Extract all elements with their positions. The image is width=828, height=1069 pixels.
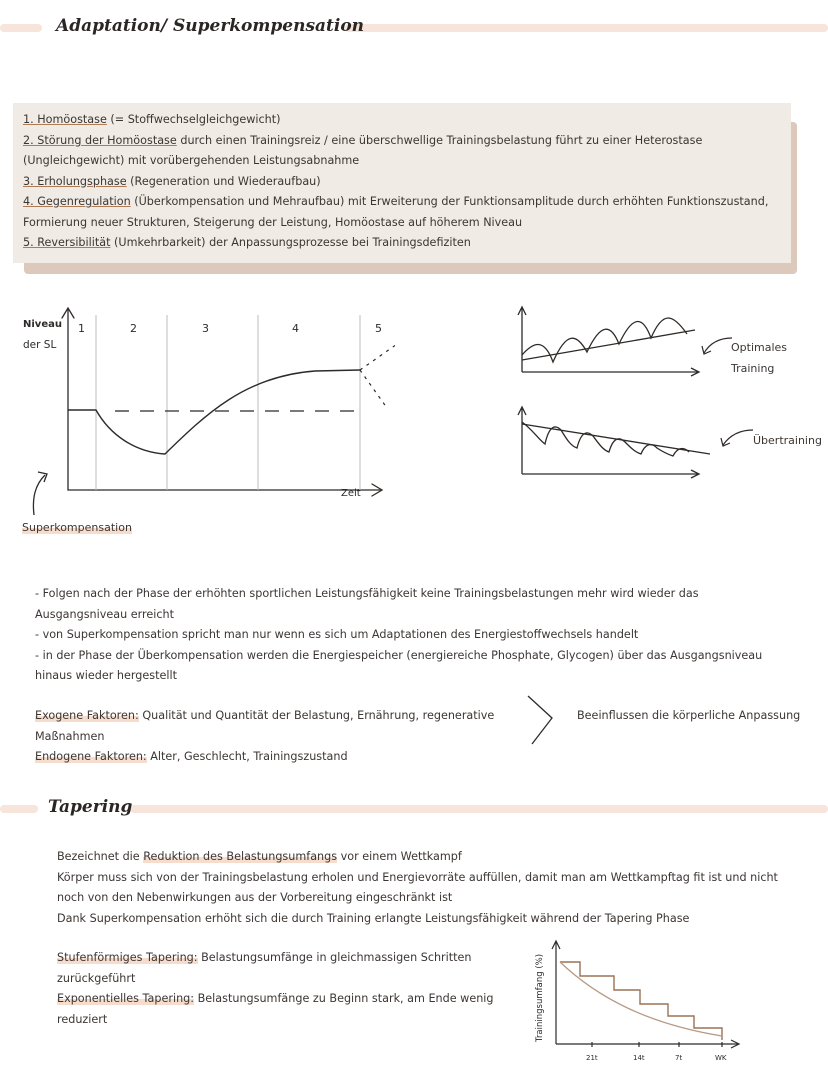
exponential-tapering-curve [560,962,722,1036]
note-2: - von Superkompensation spricht man nur wenn es sich um Adaptationen des Energiestoffwechsels handelt [35,628,639,641]
expo-tapering [57,989,507,1030]
phase-3-text: (Regeneration und Wiederaufbau) [126,174,321,188]
endogen-text: Alter, Geschlecht, Trainingszustand [146,750,348,763]
optimal-trend-line [522,330,695,360]
tapering-chart [528,936,748,1066]
section-title-adaptation: Adaptation/ Superkompensation [56,16,365,36]
phase-item-4 [23,192,781,233]
phase-number-4: 4 [292,322,299,335]
caption-text: Superkompensation [22,521,132,534]
tick-label-7t: 7t [675,1054,683,1062]
phase-4-text: (Überkompensation und Mehraufbau) mit Erweiterung der Funktionsamplitude durch erhöhten Funktionszustand, Formierung neuer Strukturen, Steigerung der Leistung, Homöostase auf höherem Niveau [23,195,769,229]
optimal-training-pointer [700,333,735,358]
expo-label: Exponentielles Tapering: [57,992,195,1005]
step-tapering-line [560,962,722,1040]
exogen-text: Qualität und Quantität der Belastung, Ernährung, regenerative Maßnahmen [35,709,495,743]
tick-label-wk: WK [715,1054,727,1062]
phase-item-5 [23,233,781,254]
stufen-label: Stufenförmiges Tapering: [57,951,198,964]
tapering-rule-right [130,805,828,813]
y-axis-label-line1: Niveau [23,319,62,330]
expo-text: Belastungsumfänge zu Beginn stark, am Ende wenig reduziert [57,992,494,1026]
exogen-label: Exogene Faktoren: [35,709,139,722]
phase-1-text: (= Stoffwechselgleichgewicht) [106,113,281,126]
tapering-y-label: Trainingsumfang (%) [535,953,545,1042]
supercompensation-graph [15,300,395,540]
tapering-line3: Dank Superkompensation erhöht sich die durch Training erlangte Leistungsfähigkeit während der Tapering Phase [57,911,690,925]
phase-item-3 [23,172,781,193]
phase-number-5: 5 [375,322,382,335]
endogen-label: Endogene Faktoren: [35,750,147,763]
heading-rule-left [0,24,42,32]
reversibility-down [360,370,387,408]
stufen-tapering [57,948,507,989]
heading-rule-right [345,24,828,32]
caption-pointer-arrow [33,475,45,515]
phase-5-label: 5. Reversibilität [23,236,111,249]
overtraining-wave [522,422,689,456]
optimal-training-graph [515,300,705,380]
overtraining-graph [515,400,715,480]
factors-result: Beeinflussen die körperliche Anpassung [577,709,801,722]
endogen-factors [35,747,515,768]
phase-number-2: 2 [130,322,137,335]
phase-1-label: 1. Homöostase [23,113,107,126]
tapering-types [57,948,507,1030]
note-3: - in der Phase der Überkompensation werden die Energiespeicher (energiereiche Phosphate, Glycogen) über das Ausgangsniveau hinaus wieder hergestellt [35,648,763,682]
phase-number-3: 3 [202,322,209,335]
optimal-training-label: Optimales Training [731,341,788,375]
x-axis-label: Zeit [341,488,361,499]
phase-5-text: (Umkehrbarkeit) der Anpassungsprozesse bei Trainingsdefiziten [110,236,471,249]
supercompensation-caption [22,518,132,539]
tick-label-14t: 14t [633,1054,645,1062]
phase-2-label: 2. Störung der Homöostase [23,133,177,147]
phase-3-label: 3. Erholungsphase [23,174,127,188]
phase-box [13,103,791,263]
tapering-description [57,847,797,929]
exogen-factors [35,706,515,747]
performance-curve [68,370,360,454]
factors-chevron [522,692,558,748]
def-post: vor einem Wettkampf [337,850,462,863]
tapering-line2: Körper muss sich von der Trainingsbelastung erholen und Energievorräte auffüllen, damit man am Wettkampftag fit ist und nicht noch von den Nebenwirkungen aus der Vorbereitung eingeschränkt ist [57,870,778,904]
tick-label-21t: 21t [586,1054,598,1062]
reversibility-up [360,342,395,370]
factors-block [35,706,515,768]
note-1: - Folgen nach der Phase der erhöhten sportlichen Leistungsfähigkeit keine Trainingsbelastungen mehr wird wieder das Ausgangsniveau erreicht [35,587,699,621]
phase-item-2 [23,131,781,172]
phase-4-label: 4. Gegenregulation [23,195,131,208]
overtraining-pointer [718,425,756,450]
def-pre: Bezeichnet die [57,850,144,863]
phase-number-1: 1 [78,322,85,335]
tapering-definition [57,847,797,868]
notes-block [35,584,780,687]
y-axis-label-line2: der SL [23,339,57,351]
def-highlight: Reduktion des Belastungsumfangs [143,850,338,863]
overtraining-label: Übertraining [753,434,822,447]
phase-2-text: durch einen Trainingsreiz / eine überschwellige Trainingsbelastung führt zu einer Heterostase (Ungleichgewicht) mit vorübergehenden Leistungsabnahme [23,133,703,167]
section-title-tapering: Tapering [48,797,133,817]
stufen-text: Belastungsumfänge in gleichmassigen Schritten zurückgeführt [57,951,472,985]
phase-item-1 [23,110,781,131]
tapering-rule-left [0,805,38,813]
